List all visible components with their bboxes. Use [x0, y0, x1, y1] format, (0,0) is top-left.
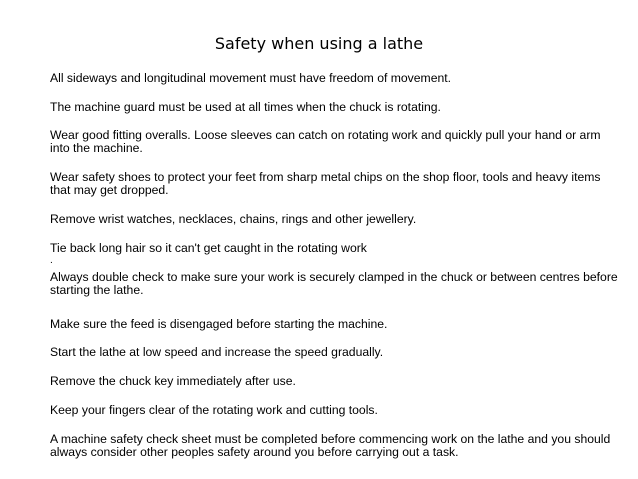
- safety-rule-freedom-of-movement: All sideways and longitudinal movement must have freedom of movement.: [50, 71, 452, 85]
- safety-rule-fingers-clear: Keep your fingers clear of the rotating work and cutting tools.: [50, 403, 378, 417]
- safety-rule-work-clamped: Always double check to make sure your work is securely clamped in the chuck or between centres before starting the lathe.: [50, 270, 618, 297]
- safety-rule-low-speed-start: Start the lathe at low speed and increase the speed gradually.: [50, 345, 384, 359]
- safety-rule-overalls: Wear good fitting overalls. Loose sleeves can catch on rotating work and quickly pull your hand or arm into the machine.: [50, 128, 601, 155]
- slide-title: Safety when using a lathe: [214, 34, 424, 53]
- safety-rule-remove-chuck-key: Remove the chuck key immediately after use.: [50, 374, 296, 388]
- safety-rule-tie-back-hair: Tie back long hair so it can't get caught in the rotating work: [50, 241, 367, 255]
- safety-rule-remove-jewellery: Remove wrist watches, necklaces, chains, rings and other jewellery.: [50, 212, 417, 226]
- safety-rule-feed-disengaged: Make sure the feed is disengaged before starting the machine.: [50, 317, 388, 331]
- safety-rule-check-sheet: A machine safety check sheet must be completed before commencing work on the lathe and you should always consider other peoples safety around you before carrying out a task.: [50, 432, 611, 459]
- stray-period: .: [50, 255, 53, 266]
- safety-rule-machine-guard: The machine guard must be used at all times when the chuck is rotating.: [50, 100, 441, 114]
- safety-rule-safety-shoes: Wear safety shoes to protect your feet from sharp metal chips on the shop floor, tools and heavy items that may get dropped.: [50, 170, 601, 197]
